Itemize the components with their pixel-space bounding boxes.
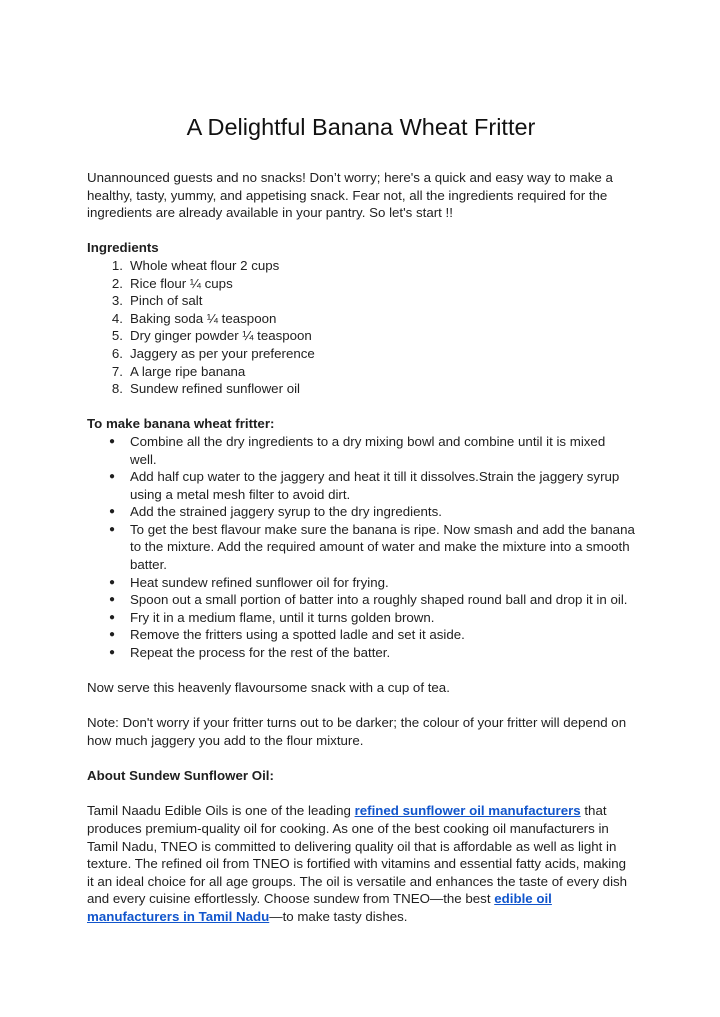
edible-oil-manufacturers-link[interactable]: edible oil manufacturers in Tamil Nadu: [87, 891, 552, 924]
bullet-icon: ●: [108, 629, 116, 641]
method-step-text: Add half cup water to the jaggery and heat it till it dissolves.Strain the jaggery syrup using a metal mesh filter to avoid dirt.: [130, 469, 620, 502]
ingredient-item: [87, 327, 635, 345]
ingredient-text: Rice flour ¼ cups: [130, 275, 233, 291]
spacer: [87, 222, 635, 240]
method-step-text: Heat sundew refined sunflower oil for frying.: [130, 574, 389, 590]
method-step-text: Add the strained jaggery syrup to the dry ingredients.: [130, 504, 442, 520]
refined-sunflower-oil-link[interactable]: refined sunflower oil manufacturers: [354, 803, 581, 819]
method-step: [87, 609, 635, 627]
bullet-icon: ●: [108, 594, 116, 606]
list-number: 8.: [111, 381, 123, 397]
ingredients-list: [87, 257, 635, 398]
ingredient-text: Whole wheat flour 2 cups: [130, 257, 280, 273]
list-number: 7.: [111, 363, 123, 379]
method-step-text: Remove the fritters using a spotted ladle and set it aside.: [130, 627, 465, 643]
serve-paragraph: Now serve this heavenly flavoursome snack with a cup of tea.: [87, 680, 450, 696]
document-content: [87, 112, 635, 926]
about-paragraph: [87, 802, 635, 925]
method-step-text: Combine all the dry ingredients to a dry mixing bowl and combine until it is mixed well.: [130, 433, 606, 467]
list-number: 5.: [111, 328, 123, 344]
ingredient-text: Sundew refined sunflower oil: [130, 381, 301, 397]
page-title: A Delightful Banana Wheat Fritter: [186, 114, 536, 140]
spacer: [87, 750, 635, 768]
ingredient-item: [87, 363, 635, 381]
ingredient-item: [87, 292, 635, 310]
ingredient-text: Baking soda ¼ teaspoon: [130, 310, 277, 326]
intro-paragraph: Unannounced guests and no snacks! Don’t worry; here's a quick and easy way to make a healthy, tasty, yummy, and appetising snack. Fear not, all the ingredients required for the ingredients are already available in your pantry. So let's start !!: [87, 170, 613, 221]
bullet-icon: ●: [108, 506, 116, 518]
list-number: 1.: [111, 257, 123, 273]
list-number: 3.: [111, 293, 123, 309]
bullet-icon: ●: [108, 523, 116, 535]
method-step: [87, 574, 635, 592]
method-step-text: Fry it in a medium flame, until it turns golden brown.: [130, 609, 435, 625]
bullet-icon: ●: [108, 435, 116, 447]
method-step: [87, 468, 635, 503]
method-step-text: To get the best flavour make sure the banana is ripe. Now smash and add the banana to the mixture. Add the required amount of water and make the mixture into a smooth batter.: [130, 521, 635, 573]
method-step: [87, 644, 635, 662]
method-heading: To make banana wheat fritter:: [87, 416, 275, 432]
ingredient-text: Dry ginger powder ¼ teaspoon: [130, 328, 312, 344]
ingredient-text: A large ripe banana: [130, 363, 246, 379]
ingredient-item: [87, 310, 635, 328]
list-number: 4.: [111, 310, 123, 326]
bullet-icon: ●: [108, 611, 116, 623]
ingredient-item: [87, 257, 635, 275]
about-text-3: —to make tasty dishes.: [269, 908, 408, 924]
ingredient-item: [87, 380, 635, 398]
spacer: [87, 398, 635, 416]
ingredients-heading: Ingredients: [87, 240, 159, 256]
ingredient-item: [87, 275, 635, 293]
method-step-text: Repeat the process for the rest of the batter.: [130, 645, 391, 661]
bullet-icon: ●: [108, 576, 116, 588]
ingredient-text: Pinch of salt: [130, 293, 203, 309]
ingredient-text: Jaggery as per your preference: [130, 345, 315, 361]
list-number: 6.: [111, 345, 123, 361]
method-step: [87, 433, 635, 468]
method-list: [87, 433, 635, 662]
bullet-icon: ●: [108, 647, 116, 659]
list-number: 2.: [111, 275, 123, 291]
method-step-text: Spoon out a small portion of batter into a roughly shaped round ball and drop it in oil.: [130, 592, 628, 608]
method-step: [87, 503, 635, 521]
method-step: [87, 591, 635, 609]
spacer: [87, 785, 635, 803]
about-heading: About Sundew Sunflower Oil:: [87, 768, 274, 784]
about-text-2: that produces premium-quality oil for cooking. As one of the best cooking oil manufacturers in Tamil Nadu, TNEO is committed to delivering quality oil that is affordable as well as light in texture. The refined oil from TNEO is fortified with vitamins and essential fatty acids, making it an ideal choice for all age groups. The oil is versatile and enhances the taste of every dish and every cuisine effortlessly. Choose sundew from TNEO—the best: [87, 803, 628, 907]
note-paragraph: Note: Don't worry if your fritter turns out to be darker; the colour of your fritter will depend on how much jaggery you add to the flour mixture.: [87, 715, 627, 748]
method-step: [87, 626, 635, 644]
about-text-1: Tamil Naadu Edible Oils is one of the leading: [87, 803, 355, 819]
bullet-icon: ●: [108, 471, 116, 483]
ingredient-item: [87, 345, 635, 363]
method-step: [87, 521, 635, 574]
spacer: [87, 662, 635, 680]
spacer: [87, 697, 635, 715]
